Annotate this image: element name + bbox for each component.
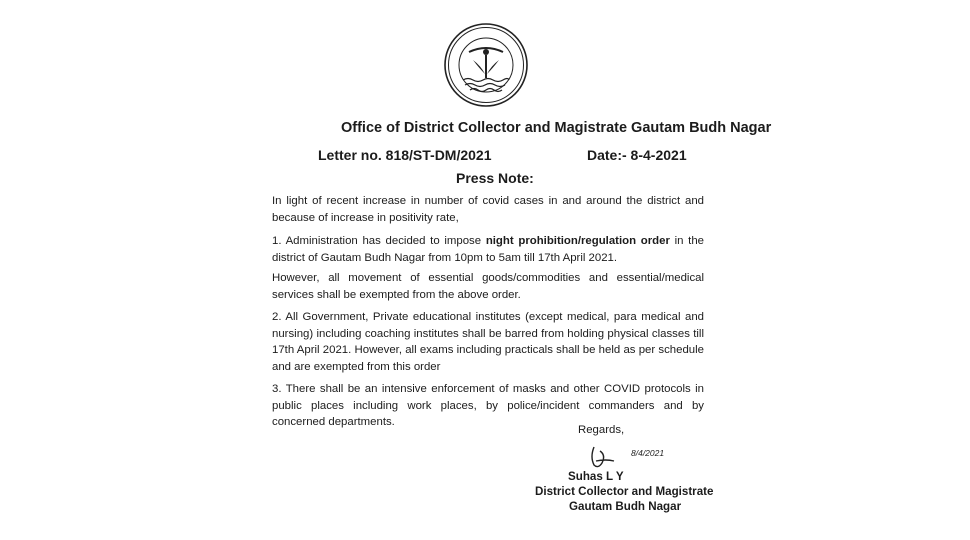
exemption-paragraph: However, all movement of essential goods/commodities and essential/medical services shall be exempted from the above order. xyxy=(272,272,704,301)
paragraph-1-text-a: 1. Administration has decided to impose xyxy=(272,235,486,247)
paragraph-1-bold: night prohibition/regulation order xyxy=(485,235,670,247)
regards-text: Regards, xyxy=(578,424,625,436)
signature-date: 8/4/2021 xyxy=(631,448,665,458)
paragraph-1 xyxy=(272,233,704,266)
signer-place: Gautam Budh Nagar xyxy=(569,500,682,513)
press-note-title: Press Note: xyxy=(456,170,534,186)
paragraph-2: 2. All Government, Private educational institutes (except medical, para medical and nursing) including coaching institutes shall be barred from holding physical classes till 17th April 2021. However, all exams including practicals shall be held as per schedule and are exempted from this order xyxy=(272,311,704,373)
document-heading: Office of District Collector and Magistrate Gautam Budh Nagar xyxy=(341,120,772,136)
paragraph-3: 3. There shall be an intensive enforcement of masks and other COVID protocols in public places including work places, by police/incident commanders and by concerned departments. xyxy=(272,383,704,428)
signer-title: District Collector and Magistrate xyxy=(535,485,714,498)
letter-date: Date:- 8-4-2021 xyxy=(587,147,687,163)
up-government-emblem-icon xyxy=(443,22,529,108)
signer-name: Suhas L Y xyxy=(568,470,624,483)
letter-number: Letter no. 818/ST-DM/2021 xyxy=(318,147,492,163)
paragraph-1-text-b: in the district of Gautam Budh Nagar from 10pm to 5am till 17th April 2021. xyxy=(272,235,705,264)
intro-paragraph: In light of recent increase in number of covid cases in and around the district and because of increase in positivity rate, xyxy=(272,195,704,224)
